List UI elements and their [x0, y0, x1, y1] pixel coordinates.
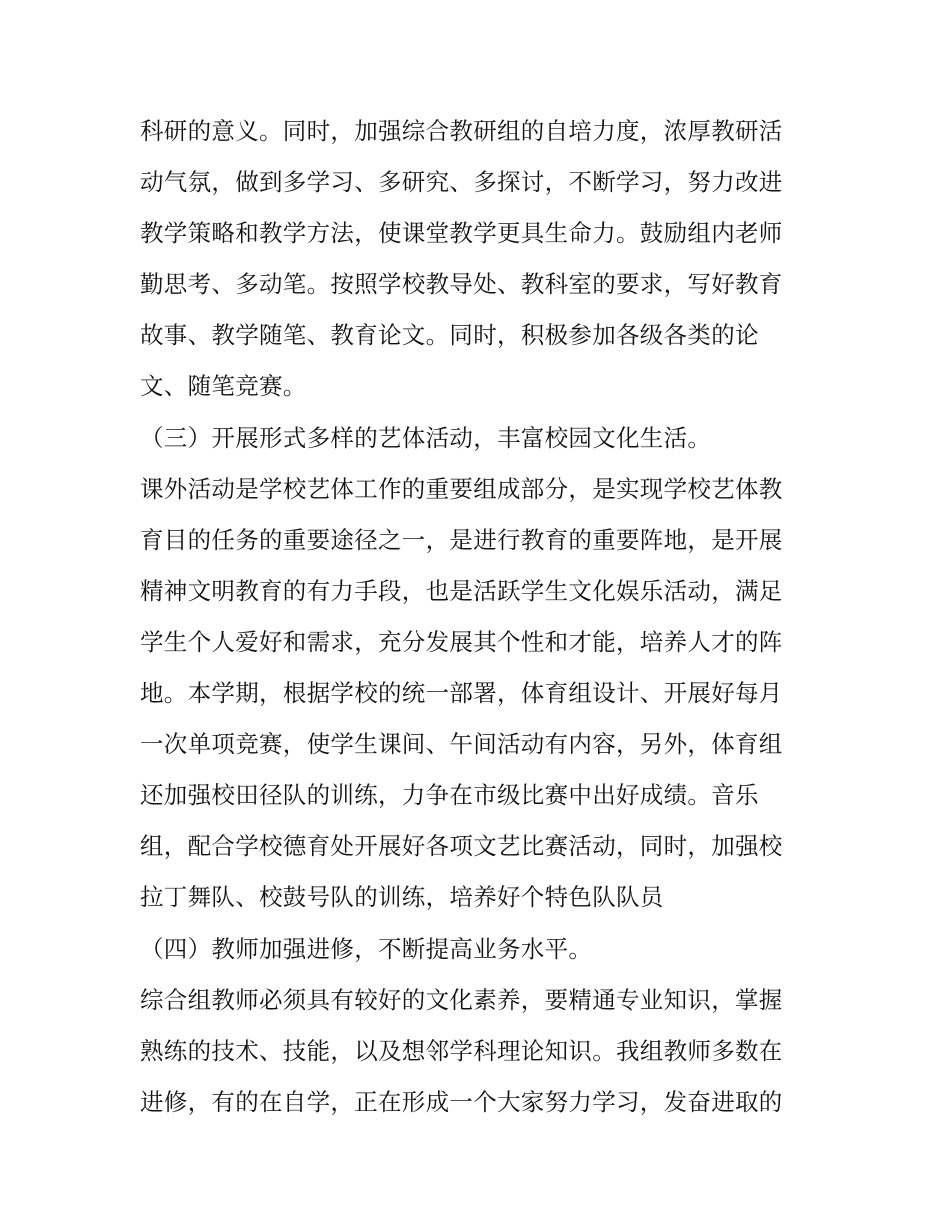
text-line: 拉丁舞队、校鼓号队的训练，培养好个特色队队员: [140, 883, 664, 912]
section-heading: （三）开展形式多样的艺体活动，丰富校园文化生活。: [140, 423, 712, 452]
text-line: 动气氛，做到多学习、多研究、多探讨，不断学习，努力改进: [140, 168, 783, 197]
text-line: 一次单项竞赛，使学生课间、午间活动有内容，另外，体育组: [140, 730, 783, 759]
section-heading: （四）教师加强进修，不断提高业务水平。: [140, 934, 593, 963]
text-line: 课外活动是学校艺体工作的重要组成部分，是实现学校艺体教: [140, 474, 783, 503]
text-line: 故事、教学随笔、教育论文。同时，积极参加各级各类的论: [140, 321, 759, 350]
text-line: 熟练的技术、技能，以及想邻学科理论知识。我组教师多数在: [140, 1036, 783, 1065]
text-line: 文、随笔竞赛。: [140, 372, 307, 401]
text-line: 精神文明教育的有力手段，也是活跃学生文化娱乐活动，满足: [140, 576, 783, 605]
text-line: 教学策略和教学方法，使课堂教学更具生命力。鼓励组内老师: [140, 219, 783, 248]
text-line: 学生个人爱好和需求，充分发展其个性和才能，培养人才的阵: [140, 627, 783, 656]
text-line: 科研的意义。同时，加强综合教研组的自培力度，浓厚教研活: [140, 117, 783, 145]
text-line: 育目的任务的重要途径之一，是进行教育的重要阵地，是开展: [140, 525, 783, 554]
text-line: 地。本学期，根据学校的统一部署，体育组设计、开展好每月: [140, 679, 783, 708]
text-line: 综合组教师必须具有较好的文化素养，要精通专业知识，掌握: [140, 985, 783, 1014]
document-body: [140, 106, 820, 1128]
text-line: 进修，有的在自学，正在形成一个大家努力学习，发奋进取的: [140, 1087, 783, 1116]
text-line: 还加强校田径队的训练，力争在市级比赛中出好成绩。音乐: [140, 781, 759, 810]
text-line: 组，配合学校德育处开展好各项文艺比赛活动，同时，加强校: [140, 832, 783, 861]
text-line: 勤思考、多动笔。按照学校教导处、教科室的要求，写好教育: [140, 270, 783, 299]
